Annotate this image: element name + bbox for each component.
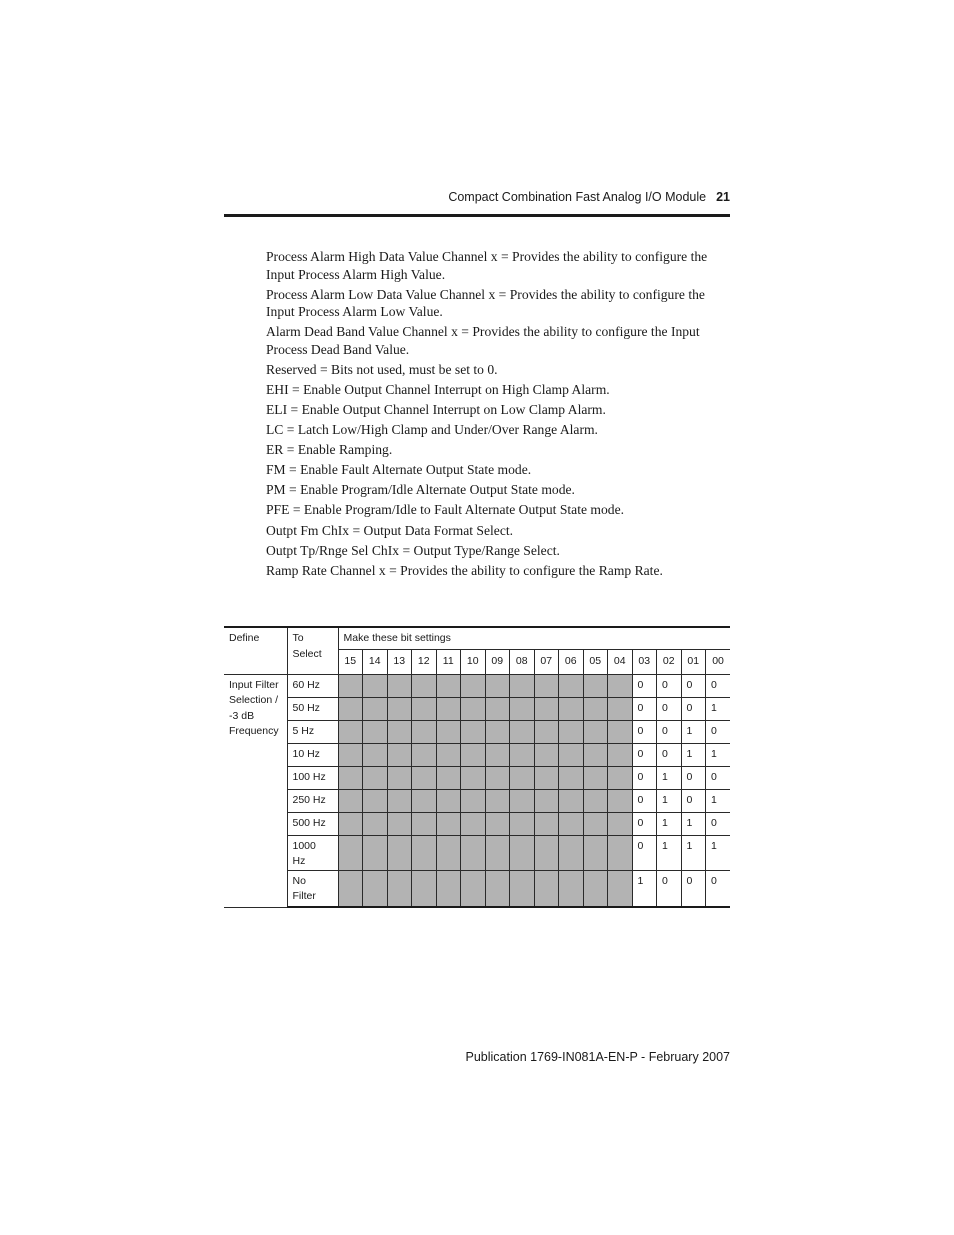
bit-value-cell: 0	[657, 674, 682, 697]
bit-value-cell: 0	[706, 812, 731, 835]
unused-bit-cell	[485, 789, 510, 812]
unused-bit-cell	[510, 766, 535, 789]
bit-value-cell: 0	[706, 766, 731, 789]
unused-bit-cell	[461, 789, 486, 812]
unused-bit-cell	[338, 743, 363, 766]
unused-bit-cell	[608, 743, 633, 766]
bit-value-cell: 1	[657, 835, 682, 870]
bit-value-cell: 0	[657, 697, 682, 720]
running-header	[224, 190, 730, 204]
bit-value-cell: 0	[657, 720, 682, 743]
unused-bit-cell	[387, 697, 412, 720]
bit-value-cell: 0	[632, 766, 657, 789]
unused-bit-cell	[436, 835, 461, 870]
unused-bit-cell	[559, 812, 584, 835]
unused-bit-cell	[436, 870, 461, 907]
bit-number-header: 14	[363, 649, 388, 674]
bit-value-cell: 1	[706, 835, 731, 870]
unused-bit-cell	[534, 720, 559, 743]
unused-bit-cell	[510, 835, 535, 870]
bit-value-cell: 0	[632, 697, 657, 720]
unused-bit-cell	[363, 697, 388, 720]
unused-bit-cell	[583, 720, 608, 743]
unused-bit-cell	[436, 766, 461, 789]
bit-number-header: 06	[559, 649, 584, 674]
unused-bit-cell	[387, 835, 412, 870]
select-cell: 60 Hz	[287, 674, 338, 697]
unused-bit-cell	[608, 870, 633, 907]
unused-bit-cell	[583, 835, 608, 870]
table-row	[224, 674, 730, 697]
page-number: 21	[716, 190, 730, 204]
bit-value-cell: 0	[681, 789, 706, 812]
bit-number-header: 15	[338, 649, 363, 674]
bit-value-cell: 1	[657, 789, 682, 812]
bit-number-header: 03	[632, 649, 657, 674]
table-row	[224, 870, 730, 907]
bit-value-cell: 0	[681, 766, 706, 789]
select-cell: 250 Hz	[287, 789, 338, 812]
definition-item: LC = Latch Low/High Clamp and Under/Over Range Alarm.	[266, 422, 598, 438]
bit-value-cell: 1	[681, 812, 706, 835]
unused-bit-cell	[583, 812, 608, 835]
select-cell: 500 Hz	[287, 812, 338, 835]
bit-value-cell: 0	[632, 835, 657, 870]
unused-bit-cell	[363, 870, 388, 907]
select-cell: 50 Hz	[287, 697, 338, 720]
bit-value-cell: 0	[632, 743, 657, 766]
unused-bit-cell	[338, 835, 363, 870]
unused-bit-cell	[338, 766, 363, 789]
unused-bit-cell	[534, 697, 559, 720]
bit-number-header: 05	[583, 649, 608, 674]
unused-bit-cell	[412, 789, 437, 812]
definition-item: Process Alarm High Data Value Channel x = Provides the ability to configure the Input Process Alarm High Value.	[266, 249, 708, 282]
unused-bit-cell	[559, 743, 584, 766]
definition-item: Process Alarm Low Data Value Channel x = Provides the ability to configure the Input Process Alarm Low Value.	[266, 286, 705, 320]
bit-number-header: 13	[387, 649, 412, 674]
unused-bit-cell	[510, 812, 535, 835]
unused-bit-cell	[461, 720, 486, 743]
unused-bit-cell	[412, 835, 437, 870]
table-row	[224, 743, 730, 766]
bit-number-header: 02	[657, 649, 682, 674]
bit-number-header: 04	[608, 649, 633, 674]
unused-bit-cell	[510, 789, 535, 812]
unused-bit-cell	[510, 743, 535, 766]
bit-value-cell: 0	[706, 870, 731, 907]
header-rule	[224, 214, 730, 217]
unused-bit-cell	[559, 697, 584, 720]
unused-bit-cell	[363, 766, 388, 789]
define-cell: Input Filter Selection / -3 dB Frequency	[224, 674, 287, 907]
bit-value-cell: 0	[632, 720, 657, 743]
unused-bit-cell	[608, 789, 633, 812]
unused-bit-cell	[412, 766, 437, 789]
unused-bit-cell	[338, 812, 363, 835]
unused-bit-cell	[338, 697, 363, 720]
unused-bit-cell	[559, 870, 584, 907]
unused-bit-cell	[534, 789, 559, 812]
unused-bit-cell	[387, 766, 412, 789]
unused-bit-cell	[485, 835, 510, 870]
unused-bit-cell	[559, 674, 584, 697]
definition-item: FM = Enable Fault Alternate Output State mode.	[266, 462, 532, 478]
unused-bit-cell	[412, 697, 437, 720]
unused-bit-cell	[485, 720, 510, 743]
table-row	[224, 766, 730, 789]
unused-bit-cell	[608, 697, 633, 720]
bit-number-header: 09	[485, 649, 510, 674]
definition-item: Alarm Dead Band Value Channel x = Provides the ability to configure the Input Process Dead Band Value.	[266, 324, 700, 357]
unused-bit-cell	[510, 870, 535, 907]
unused-bit-cell	[363, 835, 388, 870]
bit-value-cell: 0	[681, 870, 706, 907]
unused-bit-cell	[461, 766, 486, 789]
unused-bit-cell	[485, 674, 510, 697]
unused-bit-cell	[583, 697, 608, 720]
bit-value-cell: 1	[706, 743, 731, 766]
table-row	[224, 789, 730, 812]
bit-value-cell: 1	[681, 835, 706, 870]
unused-bit-cell	[338, 789, 363, 812]
bit-value-cell: 0	[681, 697, 706, 720]
unused-bit-cell	[534, 812, 559, 835]
unused-bit-cell	[485, 766, 510, 789]
unused-bit-cell	[338, 870, 363, 907]
definitions-list	[266, 248, 730, 582]
definition-item: ER = Enable Ramping.	[266, 442, 393, 458]
select-cell: 1000 Hz	[287, 835, 338, 870]
bit-number-header: 10	[461, 649, 486, 674]
definition-item: PM = Enable Program/Idle Alternate Output State mode.	[266, 482, 575, 498]
unused-bit-cell	[387, 789, 412, 812]
unused-bit-cell	[412, 812, 437, 835]
unused-bit-cell	[583, 870, 608, 907]
header-bit-settings: Make these bit settings	[338, 627, 730, 649]
unused-bit-cell	[461, 697, 486, 720]
bit-value-cell: 0	[706, 674, 731, 697]
bit-value-cell: 1	[706, 697, 731, 720]
select-cell: 10 Hz	[287, 743, 338, 766]
unused-bit-cell	[559, 835, 584, 870]
header-title: Compact Combination Fast Analog I/O Module	[448, 190, 707, 204]
unused-bit-cell	[363, 674, 388, 697]
unused-bit-cell	[387, 870, 412, 907]
bit-value-cell: 1	[681, 743, 706, 766]
unused-bit-cell	[485, 812, 510, 835]
unused-bit-cell	[608, 674, 633, 697]
definition-item: Reserved = Bits not used, must be set to 0.	[266, 361, 498, 377]
bit-value-cell: 0	[681, 674, 706, 697]
table-row	[224, 697, 730, 720]
unused-bit-cell	[608, 720, 633, 743]
unused-bit-cell	[363, 743, 388, 766]
bit-value-cell: 1	[632, 870, 657, 907]
unused-bit-cell	[559, 766, 584, 789]
bit-number-header: 01	[681, 649, 706, 674]
unused-bit-cell	[387, 812, 412, 835]
unused-bit-cell	[387, 720, 412, 743]
table-row	[224, 835, 730, 870]
unused-bit-cell	[461, 743, 486, 766]
unused-bit-cell	[534, 674, 559, 697]
bit-number-header: 07	[534, 649, 559, 674]
unused-bit-cell	[436, 674, 461, 697]
unused-bit-cell	[534, 835, 559, 870]
unused-bit-cell	[534, 743, 559, 766]
unused-bit-cell	[387, 674, 412, 697]
unused-bit-cell	[559, 789, 584, 812]
unused-bit-cell	[510, 720, 535, 743]
unused-bit-cell	[461, 674, 486, 697]
unused-bit-cell	[436, 743, 461, 766]
table-row	[224, 720, 730, 743]
table-row	[224, 812, 730, 835]
unused-bit-cell	[436, 697, 461, 720]
unused-bit-cell	[583, 674, 608, 697]
select-cell: No Filter	[287, 870, 338, 907]
unused-bit-cell	[363, 812, 388, 835]
unused-bit-cell	[338, 720, 363, 743]
unused-bit-cell	[485, 743, 510, 766]
bit-value-cell: 0	[632, 789, 657, 812]
select-cell: 5 Hz	[287, 720, 338, 743]
unused-bit-cell	[485, 697, 510, 720]
header-to-select: To Select	[287, 627, 338, 674]
unused-bit-cell	[510, 674, 535, 697]
unused-bit-cell	[412, 674, 437, 697]
select-cell: 100 Hz	[287, 766, 338, 789]
unused-bit-cell	[387, 743, 412, 766]
unused-bit-cell	[461, 812, 486, 835]
bit-value-cell: 1	[706, 789, 731, 812]
definition-item: Outpt Tp/Rnge Sel ChIx = Output Type/Range Select.	[266, 542, 560, 558]
unused-bit-cell	[436, 789, 461, 812]
definition-item: Ramp Rate Channel x = Provides the ability to configure the Ramp Rate.	[266, 562, 663, 578]
unused-bit-cell	[412, 870, 437, 907]
definition-item: ELI = Enable Output Channel Interrupt on Low Clamp Alarm.	[266, 401, 606, 417]
input-filter-bit-table	[224, 626, 730, 908]
unused-bit-cell	[363, 720, 388, 743]
unused-bit-cell	[534, 766, 559, 789]
header-define: Define	[224, 627, 287, 674]
bit-value-cell: 0	[657, 743, 682, 766]
unused-bit-cell	[436, 720, 461, 743]
bit-value-cell: 1	[681, 720, 706, 743]
definition-item: Outpt Fm ChIx = Output Data Format Select.	[266, 522, 514, 538]
unused-bit-cell	[583, 789, 608, 812]
definition-item: EHI = Enable Output Channel Interrupt on High Clamp Alarm.	[266, 381, 610, 397]
bit-number-header: 08	[510, 649, 535, 674]
bit-number-header: 12	[412, 649, 437, 674]
unused-bit-cell	[583, 743, 608, 766]
unused-bit-cell	[436, 812, 461, 835]
unused-bit-cell	[608, 835, 633, 870]
unused-bit-cell	[510, 697, 535, 720]
unused-bit-cell	[412, 743, 437, 766]
unused-bit-cell	[559, 720, 584, 743]
unused-bit-cell	[363, 789, 388, 812]
bit-value-cell: 0	[657, 870, 682, 907]
bit-number-header: 00	[706, 649, 731, 674]
unused-bit-cell	[534, 870, 559, 907]
unused-bit-cell	[412, 720, 437, 743]
bit-value-cell: 1	[657, 766, 682, 789]
bit-value-cell: 0	[706, 720, 731, 743]
unused-bit-cell	[608, 766, 633, 789]
definition-item: PFE = Enable Program/Idle to Fault Alternate Output State mode.	[266, 502, 625, 518]
unused-bit-cell	[608, 812, 633, 835]
unused-bit-cell	[461, 870, 486, 907]
unused-bit-cell	[461, 835, 486, 870]
unused-bit-cell	[583, 766, 608, 789]
bit-value-cell: 1	[657, 812, 682, 835]
bit-number-header: 11	[436, 649, 461, 674]
unused-bit-cell	[485, 870, 510, 907]
publication-footer: Publication 1769-IN081A-EN-P - February 2007	[465, 1050, 730, 1064]
bit-value-cell: 0	[632, 812, 657, 835]
bit-value-cell: 0	[632, 674, 657, 697]
unused-bit-cell	[338, 674, 363, 697]
